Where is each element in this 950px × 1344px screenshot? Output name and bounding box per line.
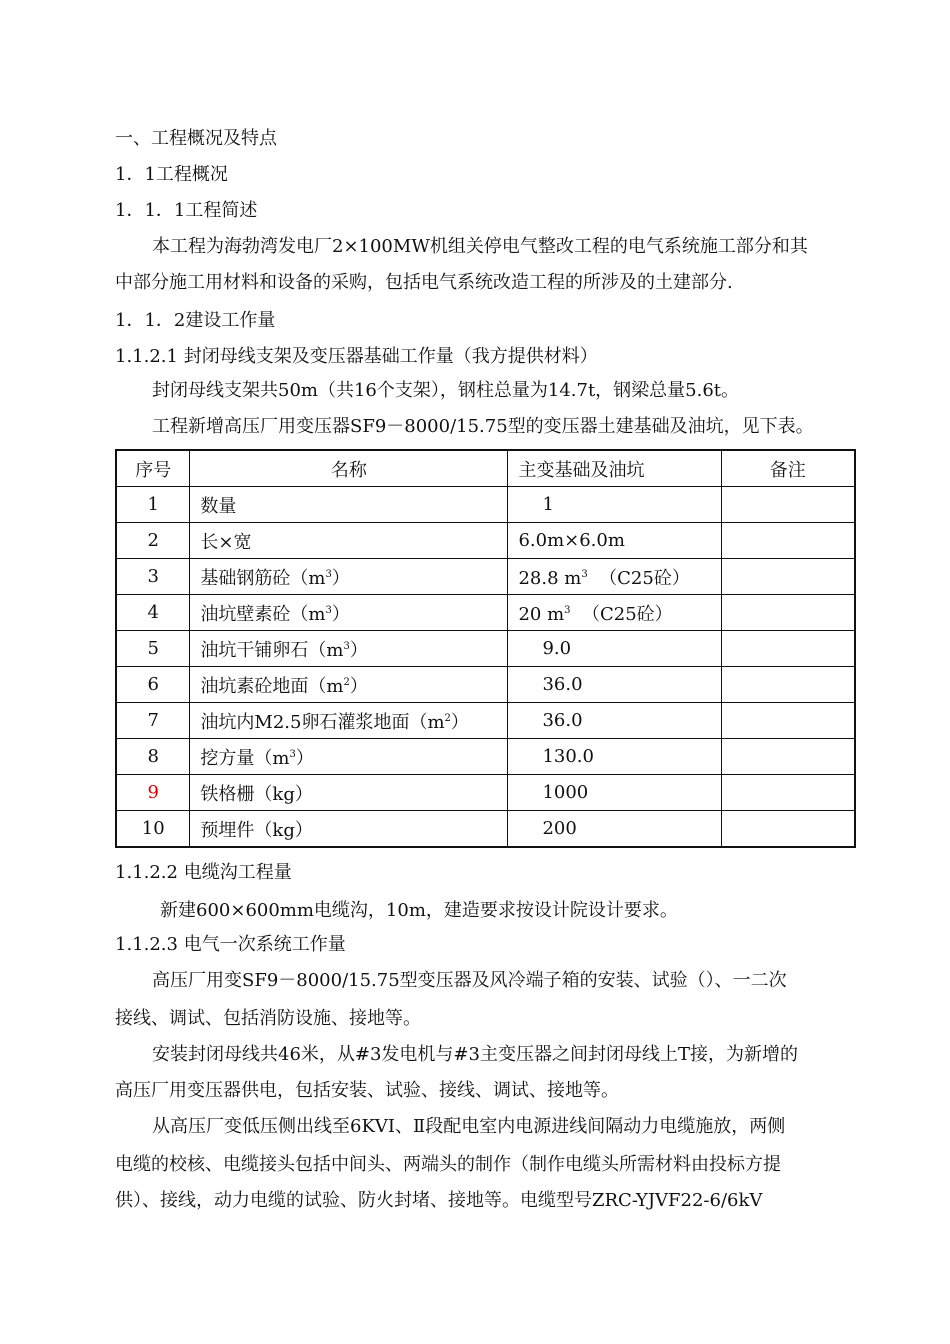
row-name [190,703,508,739]
row-name [190,775,508,811]
row-value [508,487,721,523]
subsection-heading: 1.1.2.2 电缆沟工程量 [115,862,292,883]
row-name-text: 长×宽 [200,531,252,553]
row-value [508,631,721,667]
row-name [190,523,508,559]
row-value-text: 36.0 [542,674,583,695]
row-note [721,559,855,595]
row-name-text: 铁格栅（kg） [200,783,313,805]
row-note [721,631,855,667]
unit-superscript: 3 [325,568,332,580]
row-name [190,667,508,703]
row-number: 9 [116,775,190,811]
paragraph-line: 电缆的校核、电缆接头包括中间头、两端头的制作（制作电缆头所需材料由投标方提 [115,1154,781,1175]
table-row [116,487,855,523]
row-value-text: 9.0 [542,638,572,659]
value-superscript: 3 [564,604,571,616]
row-name [190,487,508,523]
paragraph-line: 高压厂用变压器供电，包括安装、试验、接线、调试、接地等。 [115,1080,619,1101]
section-heading: 一、工程概况及特点 [115,128,277,149]
unit-close: ） [295,747,314,769]
unit-close: ） [349,675,368,697]
row-number: 5 [116,631,190,667]
row-number: 7 [116,703,190,739]
row-name-text: 油坑壁素砼（m [200,603,326,625]
unit-close: ） [450,711,469,733]
row-name [190,631,508,667]
row-number: 8 [116,739,190,775]
row-value [508,667,721,703]
paragraph-line: 高压厂用变SF9－8000/15.75型变压器及风冷端子箱的安装、试验（）、一二次 [152,970,787,991]
table-row [116,631,855,667]
unit-superscript: 3 [343,640,350,652]
row-value [508,703,721,739]
row-name [190,595,508,631]
table-row [116,523,855,559]
table-row [116,739,855,775]
row-number: 4 [116,595,190,631]
row-value-text: 20 m [518,603,565,625]
paragraph-line: 新建600×600mm电缆沟，10m，建造要求按设计院设计要求。 [160,900,678,921]
unit-superscript: 2 [444,712,451,724]
row-name-text: 数量 [200,495,237,517]
row-value-text: 28.8 m [518,567,582,589]
subsection-heading: 1．1工程概况 [115,164,228,185]
row-note [721,775,855,811]
row-note [721,739,855,775]
row-value [508,559,721,595]
row-value-text: 36.0 [542,710,583,731]
subsection-heading: 1.1.2.1 封闭母线支架及变压器基础工作量（我方提供材料） [115,346,598,367]
table-row [116,703,855,739]
row-name [190,559,508,595]
row-name-text: 油坑素砼地面（m [200,675,344,697]
header-value: 主变基础及油坑 [508,450,721,487]
value-superscript: 3 [581,568,588,580]
row-number: 2 [116,523,190,559]
subsection-heading: 1.1.2.3 电气一次系统工作量 [115,934,346,955]
header-note: 备注 [721,450,855,487]
paragraph-line: 封闭母线支架共50m（共16个支架），钢柱总量为14.7t，钢梁总量5.6t。 [152,380,740,401]
table-row [116,667,855,703]
row-note [721,523,855,559]
paragraph-line: 安装封闭母线共46米，从#3发电机与#3主变压器之间封闭母线上T接，为新增的 [152,1044,798,1065]
row-number: 10 [116,811,190,848]
row-note [721,667,855,703]
table-row [116,595,855,631]
paragraph-line: 从高压厂变低压侧出线至6KVⅠ、Ⅱ段配电室内电源进线间隔动力电缆施放，两侧 [152,1116,786,1137]
row-name-text: 油坑内M2.5卵石灌浆地面（m [200,711,445,733]
row-value-text: 6.0m×6.0m [518,530,625,551]
unit-close: ） [349,639,368,661]
unit-superscript: 2 [343,676,350,688]
header-no: 序号 [116,450,190,487]
row-note [721,487,855,523]
row-name-text: 基础钢筋砼（m [200,567,326,589]
paragraph-line: 接线、调试、包括消防设施、接地等。 [115,1008,421,1029]
row-value-text: 1 [542,494,554,515]
row-value-text: 200 [542,818,577,839]
paragraph-line: 工程新增高压厂用变压器SF9－8000/15.75型的变压器土建基础及油坑，见下表。 [152,416,814,437]
value-suffix: （C25砼） [570,603,673,625]
row-number: 6 [116,667,190,703]
row-value [508,775,721,811]
table-body [116,487,855,848]
row-name-text: 预埋件（kg） [200,819,313,841]
row-value-text: 130.0 [542,746,594,767]
unit-superscript: 3 [289,748,296,760]
row-number: 1 [116,487,190,523]
paragraph-line: 本工程为海勃湾发电厂2×100MW机组关停电气整改工程的电气系统施工部分和其 [152,236,808,257]
row-name [190,811,508,848]
row-value [508,739,721,775]
paragraph-line: 供）、接线，动力电缆的试验、防火封堵、接地等。电缆型号ZRC-YJVF22-6/6kV [115,1190,763,1211]
row-value-text: 1000 [542,782,589,803]
row-value [508,811,721,848]
row-value [508,523,721,559]
unit-close: ） [331,567,350,589]
unit-close: ） [331,603,350,625]
foundation-table [115,449,856,848]
table-row [116,775,855,811]
value-suffix: （C25砼） [587,567,690,589]
paragraph-line: 中部分施工用材料和设备的采购，包括电气系统改造工程的所涉及的土建部分. [115,272,733,293]
table-row [116,559,855,595]
row-value [508,595,721,631]
table-row [116,811,855,848]
row-note [721,811,855,848]
table-header-row [116,450,855,487]
subsection-heading: 1．1．2建设工作量 [115,310,276,331]
unit-superscript: 3 [325,604,332,616]
row-number: 3 [116,559,190,595]
row-note [721,595,855,631]
row-name-text: 油坑干铺卵石（m [200,639,344,661]
row-note [721,703,855,739]
row-name-text: 挖方量（m [200,747,290,769]
row-name [190,739,508,775]
subsection-heading: 1．1．1工程简述 [115,200,258,221]
header-name: 名称 [190,450,508,487]
